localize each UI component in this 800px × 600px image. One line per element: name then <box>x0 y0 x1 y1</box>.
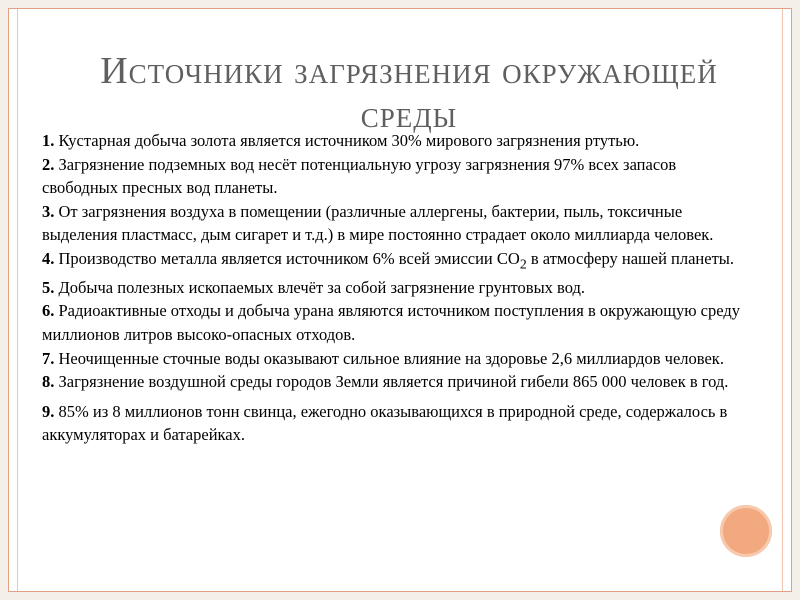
decorative-ring-icon <box>720 505 772 557</box>
item-text: Добыча полезных ископаемых влечёт за собой загрязнение грунтовых вод. <box>58 277 586 297</box>
item-number: 7. <box>42 348 55 368</box>
item-number: 3. <box>42 201 55 221</box>
item-text: От загрязнения воздуха в помещении (различные аллергены, бактерии, пыль, токсичные выделения пластмасс, дым сигарет и т.д.) в мире постоянно страдает около миллиарда человек. <box>42 201 714 245</box>
list-item-2 <box>42 153 742 200</box>
item-number: 4. <box>42 248 55 268</box>
list-item-8 <box>42 370 742 394</box>
item-number: 6. <box>42 301 55 321</box>
item-number: 1. <box>42 131 55 150</box>
list-item-4 <box>42 247 742 276</box>
slide-title <box>49 49 769 137</box>
list-item-6 <box>42 299 742 346</box>
item-number: 2. <box>42 154 55 174</box>
item-text-cont: в атмосферу нашей планеты. <box>526 248 734 268</box>
item-text: 85% из 8 миллионов тонн свинца, ежегодно оказывающихся в природной среде, содержалось в аккумуляторах и батарейках. <box>42 401 728 445</box>
list-item-1 <box>42 129 742 153</box>
co2-subscript: 2 <box>519 256 527 272</box>
list-item-7 <box>42 347 742 371</box>
slide <box>8 8 792 592</box>
title-line-1: Источники загрязнения окружающей <box>100 50 718 92</box>
item-text: Неочищенные сточные воды оказывают сильное влияние на здоровье 2,6 миллиардов человек. <box>58 348 724 368</box>
item-number: 8. <box>42 372 55 392</box>
item-text: Кустарная добыча золота является источником 30% мирового загрязнения ртутью. <box>58 131 640 150</box>
content-list <box>42 129 742 447</box>
list-item-3 <box>42 200 742 247</box>
list-item-5 <box>42 276 742 300</box>
slide-border-line-left <box>17 9 18 591</box>
list-item-9 <box>42 400 742 447</box>
slide-border-line-right <box>782 9 783 591</box>
item-text: Радиоактивные отходы и добыча урана являются источником поступления в окружающую среду миллионов литров высоко-опасных отходов. <box>42 301 740 345</box>
item-number: 9. <box>42 401 55 421</box>
item-text: Производство металла является источником 6% всей эмиссии CO <box>58 248 520 268</box>
item-text: Загрязнение воздушной среды городов Земли является причиной гибели 865 000 человек в год. <box>58 372 729 392</box>
item-number: 5. <box>42 277 55 297</box>
item-text: Загрязнение подземных вод несёт потенциальную угрозу загрязнения 97% всех запасов свободных пресных вод планеты. <box>42 154 677 198</box>
title-line-2: среды <box>360 94 458 136</box>
